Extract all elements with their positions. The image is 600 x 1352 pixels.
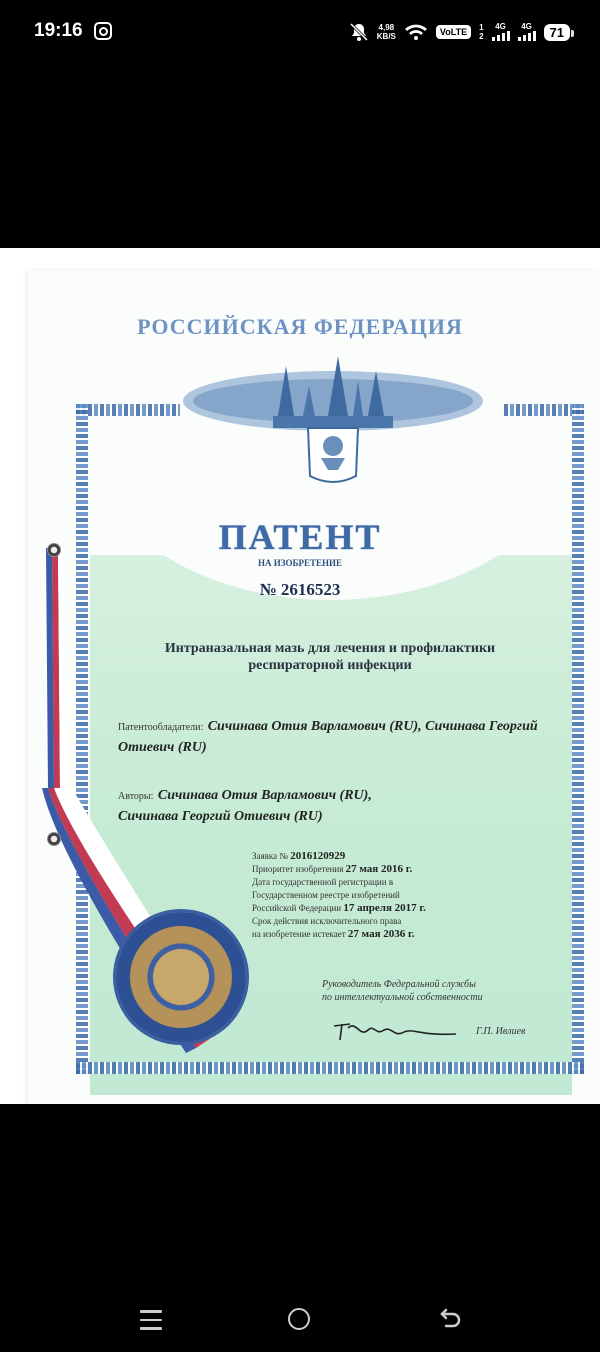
recent-apps-icon[interactable] [140,1310,162,1328]
seal-icon [116,912,246,1042]
patent-number: № 2616523 [259,580,341,599]
application-number: 2016120929 [290,850,346,862]
registration-label-1: Дата государственной регистрации в [252,877,394,887]
kremlin-emblem-icon [178,346,488,486]
authors-line-2: Сичинава Георгий Отиевич (RU) [118,809,323,824]
signal-1-label: 4G [495,22,506,31]
signal-icon [492,23,510,41]
battery-icon: 71 [544,24,570,41]
sim-indicator [479,23,483,41]
net-speed-unit: KB/S [376,32,396,41]
signal-icon-2 [518,23,536,41]
invention-title: Интраназальная мазь для лечения и профилактики респираторной инфекции [164,641,496,673]
back-icon[interactable] [438,1306,462,1330]
patent-title: ПАТЕНТ [218,517,382,557]
head-line-1: Руководитель Федеральной службы [322,979,476,990]
authors-label: Авторы: [118,791,154,802]
bell-off-icon [349,22,369,42]
status-bar [0,0,600,64]
term-date: 27 мая 2036 г. [347,928,415,940]
frame-right [572,404,584,1074]
frame-top-left [76,404,180,416]
authors-line-1: Сичинава Отия Варламович (RU), [157,788,372,803]
wifi-icon [404,23,428,41]
signature-icon [330,1016,460,1044]
head-line-2: по интеллектуальной собственности [322,992,483,1003]
head-of-service [322,978,542,1004]
sim-top: 1 [479,23,484,32]
signer-name: Г.П. Ивлиев [476,1026,526,1037]
home-icon[interactable] [288,1308,310,1330]
status-icons [349,18,570,46]
priority-label: Приоритет изобретения [252,864,344,874]
registration-label-2: Государственном реестре изобретений [252,890,400,900]
sim-bottom: 2 [479,32,484,41]
instagram-icon [94,22,112,40]
priority-date: 27 мая 2016 г. [345,863,413,875]
signal-2-label: 4G [521,22,532,31]
term-label-1: Срок действия исключительного права [252,916,402,926]
volte-badge: VoLTE [436,25,471,39]
clock: 19:16 [34,20,83,41]
registration-label-3: Российской Федерации [252,903,342,913]
patent-image[interactable] [0,248,600,1104]
holders-label: Патентообладатели: [118,722,204,733]
country-title: РОССИЙСКАЯ ФЕДЕРАЦИЯ [137,314,463,339]
term-label-2: на изобретение истекает [252,929,346,939]
net-speed-value: 4,98 [378,23,395,32]
application-label: Заявка № [252,851,288,861]
patent-subtitle: НА ИЗОБРЕТЕНИЕ [258,558,342,568]
grommet-bottom-icon [47,832,61,846]
patent-details [252,850,532,941]
navigation-bar [0,1290,600,1352]
holders-names: Сичинава Отия Варламович (RU), Сичинава Георгий Отиевич (RU) [118,719,538,755]
registration-date: 17 апреля 2017 г. [343,902,426,914]
grommet-top-icon [47,543,61,557]
net-speed [377,23,396,41]
